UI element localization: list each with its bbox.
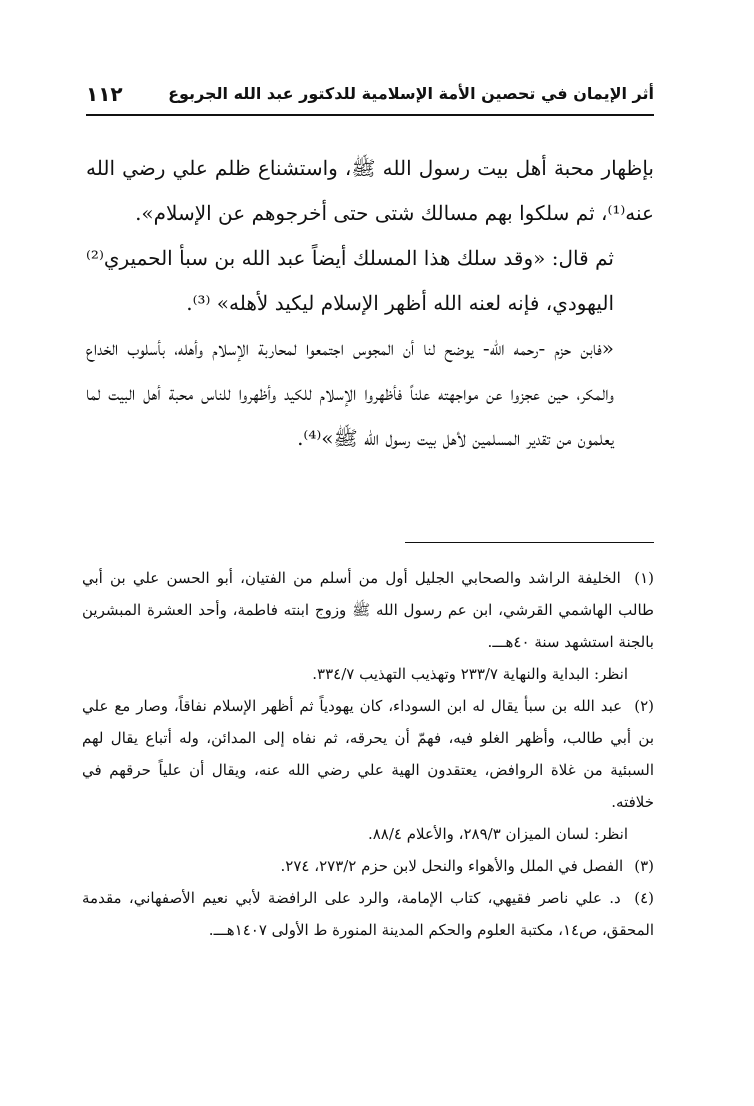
running-header [86, 80, 654, 116]
body-paragraph-1: بإظهار محبة أهل بيت رسول الله ﷺ، واستشناع ظلم علي رضي الله عنه⁽¹⁾، ثم سلكوا بهم مسالك شتى حتى أخرجوهم عن الإسلام». [86, 156, 655, 225]
footnote-separator [405, 542, 654, 543]
footnote-text: الفصل في الملل والأهواء والنحل لابن حزم ٢٧٣/٢، ٢٧٤. [280, 857, 624, 875]
footnote-text: الخليفة الراشد والصحابي الجليل أول من أسلم من الفتيان، أبو الحسن علي بن أبي طالب الهاشمي القرشي، ابن عم رسول الله ﷺ وزوج ابنته فاطمة، وأحد العشرة المبشرين بالجنة استشهد سنة ٤٠هـــ. [82, 569, 654, 651]
header-title: أثر الإيمان في تحصين الأمة الإسلامية للدكتور عبد الله الجربوع [168, 84, 654, 103]
body-paragraph-2: ثم قال: «وقد سلك هذا المسلك أيضاً عبد الله بن سبأ الحميري⁽²⁾ اليهودي، فإنه لعنه الله أظهر الإسلام ليكيد لأهله» ⁽³⁾. [86, 246, 614, 315]
main-text [86, 146, 654, 461]
footnotes [82, 562, 654, 946]
footnote-1 [82, 562, 654, 658]
footnote-text: عبد الله بن سبأ يقال له ابن السوداء، كان يهودياً ثم أظهر الإسلام نفاقاً، وصار مع علي بن أبي طالب، وأظهر الغلو فيه، فهمّ أن يحرقه، ثم نفاه إلى المدائن، وله أتباع يقال لهم السبئية من غلاة الروافض، يعتقدون الهية علي رضي الله عنه، ويقال أن علياً حرقهم في خلافته. [82, 697, 654, 811]
body-paragraph-3: «فابن حزم -رحمه الله- يوضح لنا أن المجوس اجتمعوا لمحاربة الإسلام وأهله، بأسلوب الخداع والمكر، حين عجزوا عن مواجهته علناً فأظهروا الإسلام للكيد وأظهروا للناس محبة أهل البيت لما يعلمون من تقدير المسلمين لأهل بيت رسول الله ﷺ»⁽⁴⁾. [86, 336, 614, 450]
footnote-number: (٢) [634, 697, 654, 715]
footnote-reference: انظر: لسان الميزان ٢٨٩/٣، والأعلام ٨٨/٤. [367, 825, 628, 843]
page-number: ١١٢ [86, 82, 123, 106]
footnote-3 [82, 850, 654, 882]
footnote-number: (٣) [634, 857, 654, 875]
footnote-number: (٤) [634, 889, 654, 907]
footnote-4 [82, 882, 654, 946]
footnote-2 [82, 690, 654, 818]
header-rule [86, 114, 654, 116]
footnote-reference: انظر: البداية والنهاية ٢٣٣/٧ وتهذيب التهذيب ٣٣٤/٧. [312, 665, 628, 683]
footnote-text: د. علي ناصر فقيهي، كتاب الإمامة، والرد على الرافضة لأبي نعيم الأصفهاني، مقدمة المحقق، ص١٤، مكتبة العلوم والحكم المدينة المنورة ط الأولى ١٤٠٧هـــ. [82, 889, 654, 939]
footnote-number: (١) [634, 569, 654, 587]
